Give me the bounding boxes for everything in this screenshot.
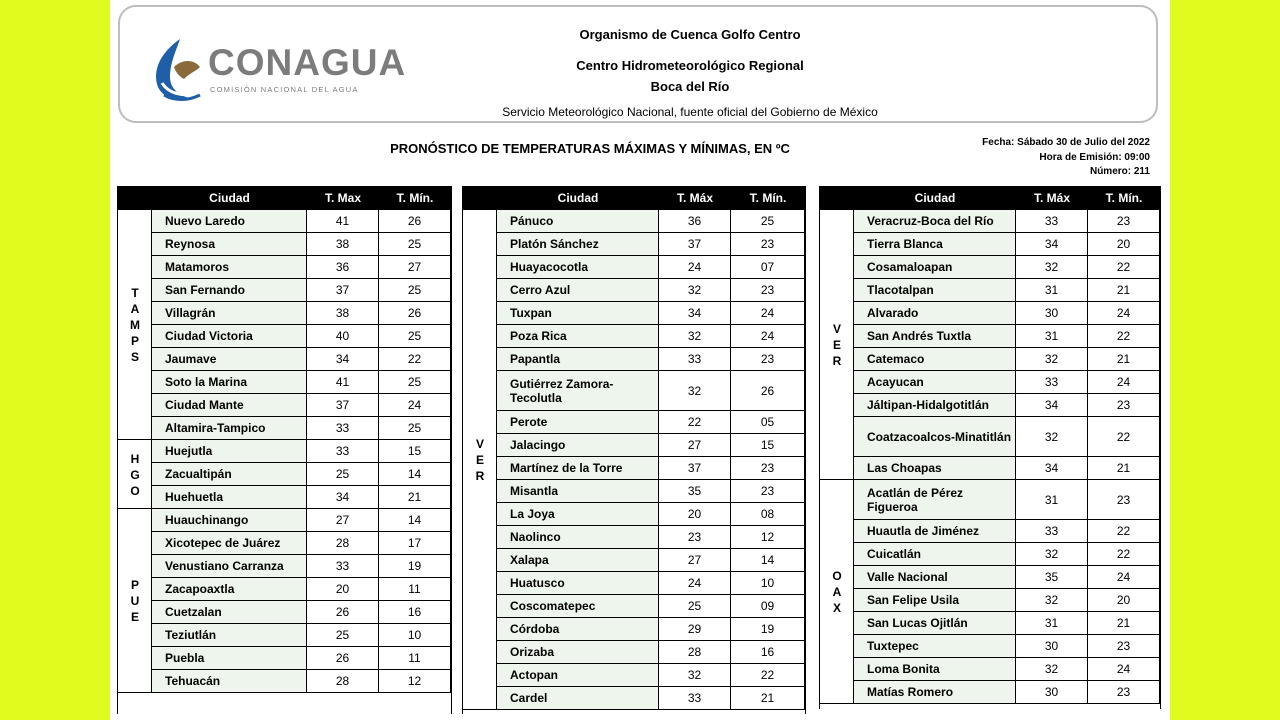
city-name: Córdoba <box>497 618 659 641</box>
city-name: Cerro Azul <box>497 279 659 302</box>
max-temp: 33 <box>307 417 379 440</box>
max-temp: 34 <box>307 486 379 509</box>
city-name: Huauchinango <box>152 509 307 532</box>
city-name: Puebla <box>152 647 307 670</box>
table-row <box>497 572 805 595</box>
city-name: Huehuetla <box>152 486 307 509</box>
table-row <box>152 555 451 578</box>
max-temp: 26 <box>307 601 379 624</box>
table-header <box>118 186 451 210</box>
max-temp: 36 <box>307 256 379 279</box>
max-temp: 32 <box>1016 658 1088 681</box>
city-name: Zacapoaxtla <box>152 578 307 601</box>
conagua-wave-icon <box>150 37 206 103</box>
max-temp: 31 <box>1016 279 1088 302</box>
max-temp: 38 <box>307 302 379 325</box>
region-code: O A X <box>832 569 842 615</box>
table-row <box>854 256 1160 279</box>
city-name: Platón Sánchez <box>497 233 659 256</box>
min-temp: 21 <box>1088 612 1160 635</box>
min-temp: 23 <box>1088 480 1160 520</box>
max-temp: 34 <box>1016 394 1088 417</box>
city-name: Orizaba <box>497 641 659 664</box>
region-label <box>463 210 497 710</box>
min-temp: 17 <box>379 532 451 555</box>
table-row <box>152 394 451 417</box>
city-name: Actopan <box>497 664 659 687</box>
max-temp: 28 <box>659 641 731 664</box>
max-temp: 32 <box>659 371 731 411</box>
min-temp: 26 <box>731 371 805 411</box>
city-name: Zacualtipán <box>152 463 307 486</box>
city-name: Teziutlán <box>152 624 307 647</box>
table-row <box>152 302 451 325</box>
min-temp: 23 <box>731 457 805 480</box>
max-temp: 30 <box>1016 635 1088 658</box>
issue-number: Número: 211 <box>1089 166 1150 177</box>
city-name: Coscomatepec <box>497 595 659 618</box>
min-temp: 23 <box>1088 681 1160 704</box>
min-temp: 24 <box>1088 658 1160 681</box>
table-row <box>854 325 1160 348</box>
table-row <box>497 595 805 618</box>
min-temp: 12 <box>379 670 451 693</box>
city-name: Cuetzalan <box>152 601 307 624</box>
city-name: Matías Romero <box>854 681 1016 704</box>
city-name: Huautla de Jiménez <box>854 520 1016 543</box>
column-header: T. Mín. <box>396 191 434 205</box>
min-temp: 11 <box>379 578 451 601</box>
min-temp: 22 <box>1088 417 1160 457</box>
min-temp: 20 <box>1088 233 1160 256</box>
region-label <box>118 210 152 440</box>
min-temp: 22 <box>1088 543 1160 566</box>
column-header: Ciudad <box>557 191 599 205</box>
center-location: Boca del Río <box>650 79 730 94</box>
max-temp: 34 <box>307 348 379 371</box>
city-name: Jaumave <box>152 348 307 371</box>
column-header: T. Max <box>324 191 361 205</box>
table-row <box>854 589 1160 612</box>
city-name: Tierra Blanca <box>854 233 1016 256</box>
city-name: Poza Rica <box>497 325 659 348</box>
table-row <box>152 601 451 624</box>
min-temp: 24 <box>1088 371 1160 394</box>
max-temp: 26 <box>307 647 379 670</box>
max-temp: 33 <box>1016 210 1088 233</box>
table-row <box>854 394 1160 417</box>
table-row <box>497 302 805 325</box>
min-temp: 23 <box>731 480 805 503</box>
city-name: Jáltipan-Hidalgotitlán <box>854 394 1016 417</box>
min-temp: 24 <box>1088 302 1160 325</box>
organism-name: Organismo de Cuenca Golfo Centro <box>579 27 801 42</box>
max-temp: 23 <box>659 526 731 549</box>
city-name: Tuxpan <box>497 302 659 325</box>
max-temp: 38 <box>307 233 379 256</box>
city-name: Venustiano Carranza <box>152 555 307 578</box>
city-name: Cardel <box>497 687 659 710</box>
city-name: Cosamaloapan <box>854 256 1016 279</box>
table-row <box>152 463 451 486</box>
city-name: Nuevo Laredo <box>152 210 307 233</box>
max-temp: 28 <box>307 532 379 555</box>
city-name: Las Choapas <box>854 457 1016 480</box>
region-label <box>820 480 854 704</box>
min-temp: 23 <box>1088 210 1160 233</box>
table-row <box>854 348 1160 371</box>
max-temp: 32 <box>659 664 731 687</box>
max-temp: 30 <box>1016 681 1088 704</box>
table-row <box>854 566 1160 589</box>
max-temp: 34 <box>1016 233 1088 256</box>
column-header: Ciudad <box>209 191 250 205</box>
min-temp: 25 <box>379 325 451 348</box>
table-row <box>497 457 805 480</box>
max-temp: 33 <box>307 440 379 463</box>
min-temp: 22 <box>1088 256 1160 279</box>
max-temp: 25 <box>307 624 379 647</box>
table-row <box>497 618 805 641</box>
table-row <box>854 302 1160 325</box>
city-name: Catemaco <box>854 348 1016 371</box>
max-temp: 37 <box>659 457 731 480</box>
table-row <box>854 612 1160 635</box>
city-name: Ciudad Victoria <box>152 325 307 348</box>
city-name: Ciudad Mante <box>152 394 307 417</box>
issue-date: Fecha: Sábado 30 de Julio del 2022 <box>982 137 1150 148</box>
city-name: Xicotepec de Juárez <box>152 532 307 555</box>
max-temp: 34 <box>659 302 731 325</box>
min-temp: 14 <box>379 463 451 486</box>
max-temp: 36 <box>659 210 731 233</box>
issue-time: Hora de Emisión: 09:00 <box>1039 152 1150 163</box>
region-label <box>118 509 152 693</box>
min-temp: 19 <box>379 555 451 578</box>
table-row <box>854 417 1160 457</box>
table-row <box>152 417 451 440</box>
city-name: Alvarado <box>854 302 1016 325</box>
table-row <box>152 578 451 601</box>
min-temp: 24 <box>731 302 805 325</box>
city-name: Huejutla <box>152 440 307 463</box>
column-header: T. Máx <box>1033 191 1070 205</box>
city-name: Altamira-Tampico <box>152 417 307 440</box>
table-header <box>820 186 1160 210</box>
min-temp: 23 <box>731 279 805 302</box>
min-temp: 14 <box>379 509 451 532</box>
max-temp: 32 <box>659 325 731 348</box>
table-row <box>152 440 451 463</box>
min-temp: 25 <box>379 279 451 302</box>
table-row <box>152 624 451 647</box>
city-name: Valle Nacional <box>854 566 1016 589</box>
min-temp: 22 <box>1088 325 1160 348</box>
max-temp: 24 <box>659 572 731 595</box>
min-temp: 24 <box>379 394 451 417</box>
city-name: Acayucan <box>854 371 1016 394</box>
city-name: Jalacingo <box>497 434 659 457</box>
city-name: La Joya <box>497 503 659 526</box>
min-temp: 22 <box>379 348 451 371</box>
table-row <box>497 503 805 526</box>
max-temp: 29 <box>659 618 731 641</box>
city-name: Misantla <box>497 480 659 503</box>
table-row <box>497 549 805 572</box>
table-row <box>497 279 805 302</box>
min-temp: 23 <box>1088 394 1160 417</box>
table-row <box>152 647 451 670</box>
region-label <box>820 210 854 480</box>
city-name: Perote <box>497 411 659 434</box>
region-code: P U E <box>130 578 140 624</box>
region-code: H G O <box>130 451 140 498</box>
min-temp: 25 <box>731 210 805 233</box>
city-name: Martínez de la Torre <box>497 457 659 480</box>
max-temp: 32 <box>1016 589 1088 612</box>
table-row <box>854 279 1160 302</box>
min-temp: 19 <box>731 618 805 641</box>
min-temp: 25 <box>379 371 451 394</box>
table-row <box>854 480 1160 520</box>
conagua-logo <box>150 37 405 103</box>
table-row <box>152 279 451 302</box>
city-name: Acatlán de Pérez Figueroa <box>854 480 1016 520</box>
logo-subtitle: COMISIÓN NACIONAL DEL AGUA <box>210 85 359 94</box>
table-row <box>497 371 805 411</box>
city-name: Coatzacoalcos-Minatitlán <box>854 417 1016 457</box>
max-temp: 27 <box>307 509 379 532</box>
max-temp: 41 <box>307 210 379 233</box>
min-temp: 10 <box>731 572 805 595</box>
city-name: Papantla <box>497 348 659 371</box>
city-name: San Andrés Tuxtla <box>854 325 1016 348</box>
min-temp: 27 <box>379 256 451 279</box>
max-temp: 33 <box>659 687 731 710</box>
max-temp: 40 <box>307 325 379 348</box>
max-temp: 32 <box>1016 256 1088 279</box>
table-row <box>854 457 1160 480</box>
min-temp: 21 <box>1088 279 1160 302</box>
max-temp: 31 <box>1016 480 1088 520</box>
max-temp: 27 <box>659 434 731 457</box>
min-temp: 25 <box>379 233 451 256</box>
table-row <box>152 348 451 371</box>
min-temp: 14 <box>731 549 805 572</box>
table-row <box>854 371 1160 394</box>
table-row <box>497 233 805 256</box>
min-temp: 20 <box>1088 589 1160 612</box>
min-temp: 21 <box>731 687 805 710</box>
min-temp: 23 <box>1088 635 1160 658</box>
max-temp: 33 <box>1016 371 1088 394</box>
max-temp: 32 <box>1016 417 1088 457</box>
min-temp: 21 <box>379 486 451 509</box>
city-name: Loma Bonita <box>854 658 1016 681</box>
max-temp: 34 <box>1016 457 1088 480</box>
city-name: Xalapa <box>497 549 659 572</box>
min-temp: 10 <box>379 624 451 647</box>
city-name: Huayacocotla <box>497 256 659 279</box>
table-row <box>854 658 1160 681</box>
table-row <box>152 325 451 348</box>
min-temp: 23 <box>731 348 805 371</box>
city-name: Soto la Marina <box>152 371 307 394</box>
table-row <box>152 670 451 693</box>
table-row <box>497 210 805 233</box>
min-temp: 08 <box>731 503 805 526</box>
table-row <box>152 256 451 279</box>
min-temp: 26 <box>379 210 451 233</box>
max-temp: 32 <box>1016 348 1088 371</box>
table-row <box>152 371 451 394</box>
city-name: Reynosa <box>152 233 307 256</box>
min-temp: 12 <box>731 526 805 549</box>
table-row <box>854 520 1160 543</box>
forecast-document <box>110 0 1170 720</box>
table-row <box>497 325 805 348</box>
table-header <box>463 186 805 210</box>
min-temp: 24 <box>1088 566 1160 589</box>
min-temp: 16 <box>731 641 805 664</box>
city-name: Huatusco <box>497 572 659 595</box>
max-temp: 27 <box>659 549 731 572</box>
max-temp: 22 <box>659 411 731 434</box>
forecast-table <box>462 186 806 714</box>
max-temp: 32 <box>1016 543 1088 566</box>
min-temp: 09 <box>731 595 805 618</box>
column-header: T. Mín. <box>1105 191 1143 205</box>
city-name: Pánuco <box>497 210 659 233</box>
region-code: V E R <box>832 322 842 368</box>
city-name: Villagrán <box>152 302 307 325</box>
city-name: Tlacotalpan <box>854 279 1016 302</box>
max-temp: 31 <box>1016 325 1088 348</box>
table-row <box>497 526 805 549</box>
city-name: Matamoros <box>152 256 307 279</box>
min-temp: 21 <box>1088 348 1160 371</box>
region-code: T A M P S <box>130 286 140 364</box>
min-temp: 24 <box>731 325 805 348</box>
max-temp: 30 <box>1016 302 1088 325</box>
column-header: Ciudad <box>914 191 956 205</box>
min-temp: 05 <box>731 411 805 434</box>
max-temp: 24 <box>659 256 731 279</box>
min-temp: 07 <box>731 256 805 279</box>
max-temp: 41 <box>307 371 379 394</box>
table-row <box>497 434 805 457</box>
min-temp: 23 <box>731 233 805 256</box>
column-header: T. Máx <box>676 191 713 205</box>
column-header: T. Mín. <box>749 191 787 205</box>
max-temp: 35 <box>659 480 731 503</box>
min-temp: 11 <box>379 647 451 670</box>
table-row <box>497 480 805 503</box>
document-title: PRONÓSTICO DE TEMPERATURAS MÁXIMAS Y MÍNIMAS, EN ºC <box>390 141 790 156</box>
table-row <box>497 411 805 434</box>
service-line: Servicio Meteorológico Nacional, fuente oficial del Gobierno de México <box>502 105 878 119</box>
table-row <box>497 256 805 279</box>
max-temp: 37 <box>307 279 379 302</box>
max-temp: 33 <box>307 555 379 578</box>
table-row <box>152 532 451 555</box>
city-name: Tuxtepec <box>854 635 1016 658</box>
max-temp: 37 <box>659 233 731 256</box>
table-row <box>497 641 805 664</box>
min-temp: 15 <box>379 440 451 463</box>
city-name: San Fernando <box>152 279 307 302</box>
header-box <box>118 5 1158 123</box>
logo-wordmark: CONAGUA <box>208 42 407 83</box>
table-row <box>854 681 1160 704</box>
table-row <box>152 210 451 233</box>
max-temp: 20 <box>307 578 379 601</box>
table-row <box>152 486 451 509</box>
city-name: Naolinco <box>497 526 659 549</box>
center-name: Centro Hidrometeorológico Regional <box>576 58 804 73</box>
min-temp: 22 <box>1088 520 1160 543</box>
max-temp: 31 <box>1016 612 1088 635</box>
table-row <box>854 635 1160 658</box>
max-temp: 25 <box>659 595 731 618</box>
max-temp: 28 <box>307 670 379 693</box>
table-row <box>497 687 805 710</box>
table-row <box>854 233 1160 256</box>
table-row <box>497 664 805 687</box>
max-temp: 32 <box>659 279 731 302</box>
forecast-table <box>819 186 1161 709</box>
region-code: V E R <box>475 437 485 483</box>
city-name: San Felipe Usila <box>854 589 1016 612</box>
table-row <box>152 233 451 256</box>
min-temp: 25 <box>379 417 451 440</box>
max-temp: 25 <box>307 463 379 486</box>
min-temp: 21 <box>1088 457 1160 480</box>
city-name: Veracruz-Boca del Río <box>854 210 1016 233</box>
city-name: Gutiérrez Zamora-Tecolutla <box>497 371 659 411</box>
table-row <box>854 210 1160 233</box>
city-name: Tehuacán <box>152 670 307 693</box>
region-label <box>118 440 152 509</box>
max-temp: 35 <box>1016 566 1088 589</box>
table-row <box>152 509 451 532</box>
city-name: Cuicatlán <box>854 543 1016 566</box>
table-row <box>497 348 805 371</box>
min-temp: 15 <box>731 434 805 457</box>
city-name: San Lucas Ojitlán <box>854 612 1016 635</box>
min-temp: 22 <box>731 664 805 687</box>
max-temp: 33 <box>1016 520 1088 543</box>
forecast-table <box>117 186 452 714</box>
max-temp: 33 <box>659 348 731 371</box>
min-temp: 26 <box>379 302 451 325</box>
table-row <box>854 543 1160 566</box>
max-temp: 37 <box>307 394 379 417</box>
min-temp: 16 <box>379 601 451 624</box>
max-temp: 20 <box>659 503 731 526</box>
